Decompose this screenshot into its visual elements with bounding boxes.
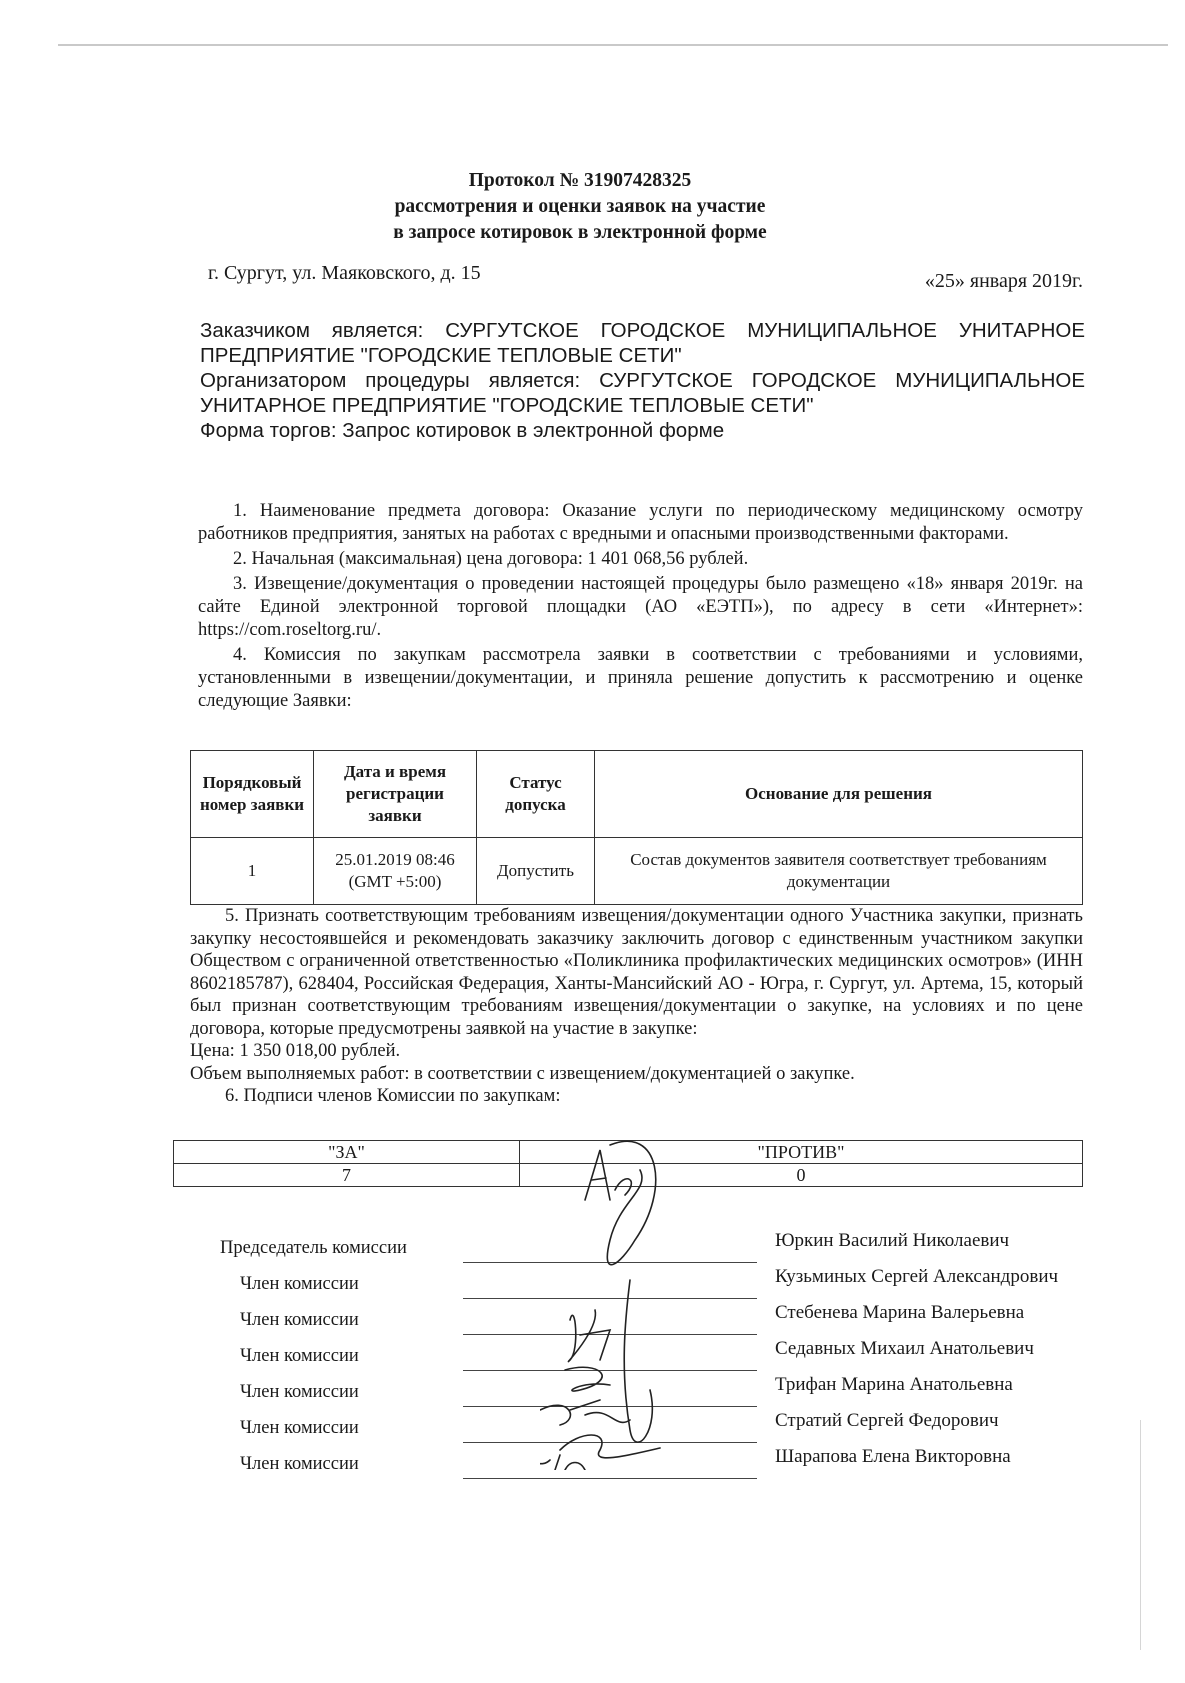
contract-price: Цена: 1 350 018,00 рублей. <box>190 1041 401 1061</box>
signature-scribble <box>540 1400 630 1425</box>
col-header-reason: Основание для решения <box>595 751 1083 838</box>
table-header-row <box>191 751 1083 838</box>
title-line-2: рассмотрения и оценки заявок на участие <box>394 196 766 217</box>
signature-name: Кузьминых Сергей Александрович <box>775 1266 1059 1287</box>
signature-role: Член комиссии <box>240 1454 359 1474</box>
table-row <box>191 838 1083 905</box>
cell-status: Допустить <box>477 838 595 905</box>
col-header-datetime: Дата и время регистрации заявки <box>314 751 477 838</box>
signature-scribble <box>540 1455 585 1470</box>
decision-section <box>190 905 1083 1108</box>
cell-datetime: 25.01.2019 08:46 (GMT +5:00) <box>314 838 477 905</box>
signature-name: Стебенева Марина Валерьевна <box>775 1302 1025 1323</box>
title-line-3: в запросе котировок в электронной форме <box>393 222 767 243</box>
item-5: 5. Признать соответствующим требованиям извещения/документации одного Участника закупки, признать закупку несостоявшейся и рекомендовать заказчику заключить договор с единственным участником закупки Обществом с ограниченной ответственностью «Поликлиника профилактических медицинских осмотров» (ИНН 8602185787), 628404, Российская Федерация, Ханты-Мансийский АО - Югра, г. Сургут, ул. Артема, 15, который был признан соответствующим требованиям извещения/документации о закупке, на условиях и по цене договора, которые предусмотрены заявкой на участие в закупке: <box>190 906 1083 1039</box>
customer-text: Заказчиком является: СУРГУТСКОЕ ГОРОДСКОЕ МУНИЦИПАЛЬНОЕ УНИТАРНОЕ ПРЕДПРИЯТИЕ "ГОРОДСКИЕ ТЕПЛОВЫЕ СЕТИ" <box>200 319 1085 367</box>
vote-against-label: "ПРОТИВ" <box>520 1141 1083 1164</box>
document-place: г. Сургут, ул. Маяковского, д. 15 <box>208 262 481 284</box>
item-4: 4. Комиссия по закупкам рассмотрела заявки в соответствии с требованиями и условиями, установленными в извещении/документации, и приняла решение допустить к рассмотрению и оценке следующие Заявки: <box>198 645 1083 711</box>
signature-line <box>463 1478 757 1479</box>
protocol-items <box>198 500 1083 715</box>
signature-role: Член комиссии <box>240 1382 359 1402</box>
col-header-status: Статус допуска <box>477 751 595 838</box>
signature-name: Стратий Сергей Федорович <box>775 1410 999 1431</box>
signature-scribble <box>585 1150 631 1200</box>
document-date: «25» января 2019г. <box>924 270 1083 292</box>
item-2: 2. Начальная (максимальная) цена договора: 1 401 068,56 рублей. <box>233 549 749 569</box>
signature-scribble <box>607 1141 655 1264</box>
procurement-info <box>200 318 1085 443</box>
item-3: 3. Извещение/документация о проведении настоящей процедуры было размещено «18» января 2019г. на сайте Единой электронной торговой площадки (АО «ЕЭТП»), по адресу в сети «Интернет»: https://com.roseltorg.ru/. <box>198 574 1083 640</box>
signature-scribble <box>565 1367 610 1391</box>
signature-scribble <box>624 1280 652 1442</box>
vote-for-count: 7 <box>174 1164 520 1187</box>
signature-role: Член комиссии <box>240 1346 359 1366</box>
applications-table <box>190 750 1083 905</box>
signature-role: Член комиссии <box>240 1310 359 1330</box>
signature-role: Член комиссии <box>240 1274 359 1294</box>
signature-name: Трифан Марина Анатольевна <box>775 1374 1013 1395</box>
signature-role: Председатель комиссии <box>220 1238 407 1258</box>
signature-name: Юркин Василий Николаевич <box>775 1230 1010 1251</box>
document-title <box>300 168 860 246</box>
cell-number: 1 <box>191 838 314 905</box>
signature-name: Седавных Михаил Анатольевич <box>775 1338 1034 1359</box>
work-volume: Объем выполняемых работ: в соответствии с извещением/документацией о закупке. <box>190 1063 855 1084</box>
cell-reason: Состав документов заявителя соответствует требованиям документации <box>595 838 1083 905</box>
handwritten-signatures <box>540 1130 700 1470</box>
signature-scribble <box>568 1310 610 1362</box>
scan-border-line <box>58 44 1168 46</box>
signature-name: Шарапова Елена Викторовна <box>775 1446 1011 1467</box>
signature-role: Член комиссии <box>240 1418 359 1438</box>
col-header-number: Порядковый номер заявки <box>191 751 314 838</box>
form-text: Форма торгов: Запрос котировок в электронной форме <box>200 419 725 442</box>
item-6: 6. Подписи членов Комиссии по закупкам: <box>225 1086 561 1106</box>
item-1: 1. Наименование предмета договора: Оказание услуги по периодическому медицинскому осмотру работников предприятия, занятых на работах с вредными и опасными производственными факторами. <box>198 501 1083 544</box>
title-line-1: Протокол № 31907428325 <box>468 170 692 191</box>
organizer-text: Организатором процедуры является: СУРГУТСКОЕ ГОРОДСКОЕ МУНИЦИПАЛЬНОЕ УНИТАРНОЕ ПРЕДПРИЯТИЕ "ГОРОДСКИЕ ТЕПЛОВЫЕ СЕТИ" <box>200 369 1085 417</box>
vote-against-count: 0 <box>520 1164 1083 1187</box>
vote-for-label: "ЗА" <box>174 1141 520 1164</box>
